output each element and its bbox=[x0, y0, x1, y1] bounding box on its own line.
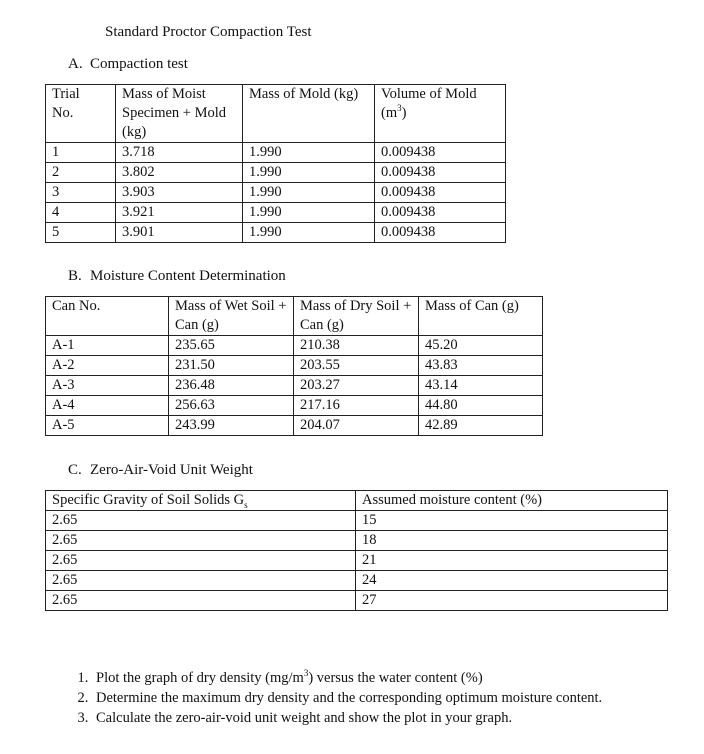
table-cell: 235.65 bbox=[169, 336, 294, 356]
section-c-heading bbox=[68, 462, 253, 479]
table-cell: 3 bbox=[46, 183, 116, 203]
table-cell: 3.718 bbox=[116, 143, 243, 163]
header-gs-text: Specific Gravity of Soil Solids G bbox=[52, 492, 245, 508]
table-cell: 44.80 bbox=[419, 396, 543, 416]
section-a-title: Compaction test bbox=[90, 56, 188, 72]
table-row bbox=[46, 336, 543, 356]
table-cell: 2.65 bbox=[46, 531, 356, 551]
table-row bbox=[46, 571, 668, 591]
table-cell: 24 bbox=[356, 571, 668, 591]
table-cell: 3.802 bbox=[116, 163, 243, 183]
table-row bbox=[46, 416, 543, 436]
question-1-sup: 3 bbox=[303, 668, 309, 679]
question-1 bbox=[92, 668, 602, 688]
table-cell: 2.65 bbox=[46, 551, 356, 571]
section-b-title: Moisture Content Determination bbox=[90, 268, 286, 284]
header-wet-soil-can: Mass of Wet Soil + Can (g) bbox=[169, 297, 294, 336]
header-dry-soil-can: Mass of Dry Soil + Can (g) bbox=[294, 297, 419, 336]
header-assumed-moisture: Assumed moisture content (%) bbox=[356, 491, 668, 511]
table-row bbox=[46, 396, 543, 416]
header-can-no: Can No. bbox=[46, 297, 169, 336]
table-row bbox=[46, 203, 506, 223]
table-cell: 1.990 bbox=[243, 163, 375, 183]
table-cell: 243.99 bbox=[169, 416, 294, 436]
table-cell: 1.990 bbox=[243, 223, 375, 243]
question-1-text: Plot the graph of dry density (mg/m bbox=[96, 670, 304, 686]
table-header-row bbox=[46, 297, 543, 336]
moisture-content-table bbox=[45, 296, 543, 436]
table-cell: 256.63 bbox=[169, 396, 294, 416]
table-cell: 2.65 bbox=[46, 511, 356, 531]
table-row bbox=[46, 591, 668, 611]
table-cell: 210.38 bbox=[294, 336, 419, 356]
question-2: 2. Determine the maximum dry density and the corresponding optimum moisture content. bbox=[92, 688, 602, 708]
section-c-letter: C. bbox=[68, 462, 82, 478]
table-cell: 236.48 bbox=[169, 376, 294, 396]
table-cell: 2.65 bbox=[46, 571, 356, 591]
table-cell: 0.009438 bbox=[375, 203, 506, 223]
table-cell: 203.55 bbox=[294, 356, 419, 376]
section-b-letter: B. bbox=[68, 268, 82, 284]
table-row bbox=[46, 551, 668, 571]
table-cell: 2 bbox=[46, 163, 116, 183]
table-cell: 4 bbox=[46, 203, 116, 223]
table-cell: A-4 bbox=[46, 396, 169, 416]
header-gs-sub: s bbox=[244, 499, 248, 510]
table-row bbox=[46, 183, 506, 203]
header-volume-close: ) bbox=[401, 105, 407, 121]
table-cell: 203.27 bbox=[294, 376, 419, 396]
header-moist-mass: Mass of Moist Specimen + Mold (kg) bbox=[116, 85, 243, 143]
table-cell: 0.009438 bbox=[375, 223, 506, 243]
question-3: 3. Calculate the zero-air-void unit weight and show the plot in your graph. bbox=[92, 708, 602, 728]
header-mold-mass: Mass of Mold (kg) bbox=[243, 85, 375, 143]
header-specific-gravity bbox=[46, 491, 356, 511]
table-cell: 0.009438 bbox=[375, 163, 506, 183]
table-cell: 217.16 bbox=[294, 396, 419, 416]
table-cell: 45.20 bbox=[419, 336, 543, 356]
section-a-letter: A. bbox=[68, 56, 83, 72]
table-cell: 0.009438 bbox=[375, 143, 506, 163]
table-row bbox=[46, 163, 506, 183]
table-row bbox=[46, 143, 506, 163]
table-row bbox=[46, 531, 668, 551]
table-row bbox=[46, 223, 506, 243]
table-cell: A-2 bbox=[46, 356, 169, 376]
table-cell: 1.990 bbox=[243, 143, 375, 163]
table-cell: 1.990 bbox=[243, 203, 375, 223]
table-cell: 43.14 bbox=[419, 376, 543, 396]
section-c-title: Zero-Air-Void Unit Weight bbox=[90, 462, 253, 478]
table-cell: 2.65 bbox=[46, 591, 356, 611]
document-title: Standard Proctor Compaction Test bbox=[105, 24, 312, 40]
header-no-text: No. bbox=[52, 105, 74, 121]
table-cell: 1.990 bbox=[243, 183, 375, 203]
table-cell: 42.89 bbox=[419, 416, 543, 436]
section-b-heading bbox=[68, 268, 286, 285]
compaction-table bbox=[45, 84, 506, 243]
table-cell: 1 bbox=[46, 143, 116, 163]
table-cell: 18 bbox=[356, 531, 668, 551]
header-can-mass: Mass of Can (g) bbox=[419, 297, 543, 336]
question-1-text-end: ) versus the water content (%) bbox=[308, 670, 483, 686]
table-header-row bbox=[46, 491, 668, 511]
zero-air-void-table bbox=[45, 490, 668, 611]
table-row bbox=[46, 376, 543, 396]
questions-list bbox=[70, 668, 602, 728]
table-cell: 3.921 bbox=[116, 203, 243, 223]
table-cell: A-5 bbox=[46, 416, 169, 436]
table-cell: 15 bbox=[356, 511, 668, 531]
table-cell: 3.901 bbox=[116, 223, 243, 243]
header-volume-sup: 3 bbox=[397, 103, 402, 114]
table-cell: 21 bbox=[356, 551, 668, 571]
table-cell: 0.009438 bbox=[375, 183, 506, 203]
header-volume-text: Volume of Mold (m bbox=[381, 86, 477, 121]
header-trial-no bbox=[46, 85, 116, 143]
table-cell: 27 bbox=[356, 591, 668, 611]
table-cell: 3.903 bbox=[116, 183, 243, 203]
table-row bbox=[46, 356, 543, 376]
header-trial-text: Trial bbox=[52, 86, 80, 102]
table-cell: 5 bbox=[46, 223, 116, 243]
header-mold-volume bbox=[375, 85, 506, 143]
table-cell: 43.83 bbox=[419, 356, 543, 376]
table-cell: A-1 bbox=[46, 336, 169, 356]
table-cell: A-3 bbox=[46, 376, 169, 396]
section-a-heading bbox=[68, 56, 188, 73]
table-row bbox=[46, 511, 668, 531]
table-cell: 204.07 bbox=[294, 416, 419, 436]
table-header-row bbox=[46, 85, 506, 143]
table-cell: 231.50 bbox=[169, 356, 294, 376]
